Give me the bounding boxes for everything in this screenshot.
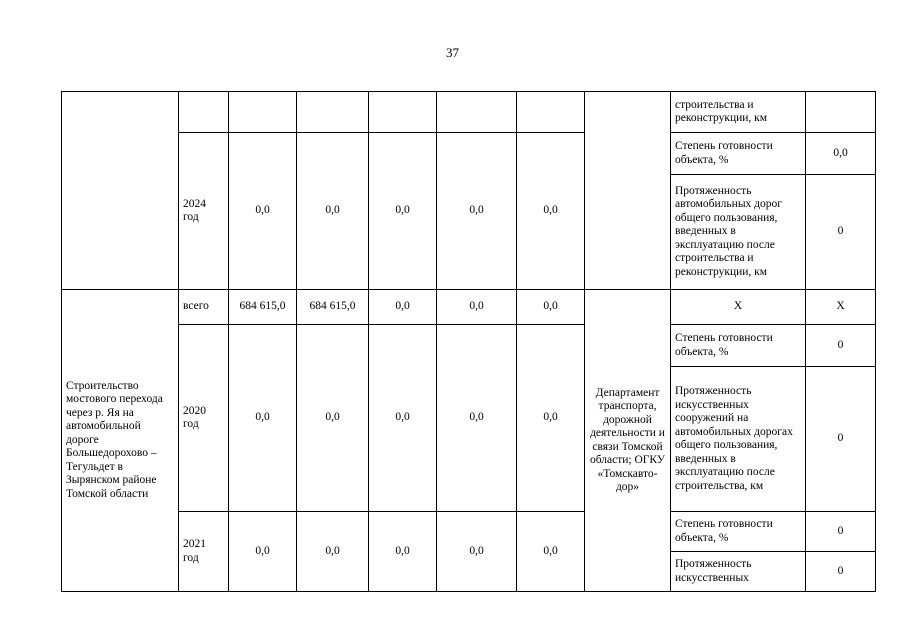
value-cell: 0,0 bbox=[229, 325, 297, 512]
value-cell: 0,0 bbox=[229, 133, 297, 290]
value-cell: 0,0 bbox=[517, 133, 585, 290]
value-cell: 0,0 bbox=[369, 290, 437, 325]
value-cell: 0,0 bbox=[437, 325, 517, 512]
value-cell: 0,0 bbox=[369, 133, 437, 290]
value-cell: 0,0 bbox=[297, 133, 369, 290]
empty-cell bbox=[806, 92, 876, 133]
empty-cell bbox=[369, 92, 437, 133]
empty-cell bbox=[179, 92, 229, 133]
value-cell: 0,0 bbox=[517, 290, 585, 325]
value-cell: 684 615,0 bbox=[297, 290, 369, 325]
value-cell: 0,0 bbox=[437, 133, 517, 290]
empty-dept-cell bbox=[585, 92, 671, 290]
value-cell: 0,0 bbox=[369, 512, 437, 592]
indicator-value-cell: 0 bbox=[806, 175, 876, 290]
indicator-cell: Протяженность искусственных сооружений на автомобильных дорогах общего пользования, введенных в эксплуатацию после строительства, км bbox=[671, 367, 806, 512]
table-row bbox=[62, 290, 876, 325]
indicator-cell: строительства и реконструкции, км bbox=[671, 92, 806, 133]
total-label-cell: всего bbox=[179, 290, 229, 325]
year-cell: 2020 год bbox=[179, 325, 229, 512]
object-name-cell: Строительство мостового перехода через р. Яя на автомобильной дороге Большедорохово – Тегульдет в Зырянском районе Томской области bbox=[62, 290, 179, 592]
value-cell: 0,0 bbox=[517, 512, 585, 592]
indicator-value-cell: 0 bbox=[806, 512, 876, 552]
value-cell: 0,0 bbox=[437, 290, 517, 325]
year-cell: 2021 год bbox=[179, 512, 229, 592]
indicator-cell: Х bbox=[671, 290, 806, 325]
indicator-value-cell: 0 bbox=[806, 552, 876, 592]
indicator-value-cell: 0 bbox=[806, 367, 876, 512]
value-cell: 0,0 bbox=[297, 325, 369, 512]
indicator-cell: Протяженность искусственных bbox=[671, 552, 806, 592]
indicator-cell: Протяженность автомобильных дорог общего пользования, введенных в эксплуатацию после строительства и реконструкции, км bbox=[671, 175, 806, 290]
indicator-value-cell: 0,0 bbox=[806, 133, 876, 175]
empty-cell bbox=[517, 92, 585, 133]
indicator-cell: Степень готовности объекта, % bbox=[671, 133, 806, 175]
table-row bbox=[62, 133, 876, 175]
value-cell: 684 615,0 bbox=[229, 290, 297, 325]
department-cell: Департамент транспорта, дорожной деятельности и связи Томской области; ОГКУ «Томскавто-дор» bbox=[585, 290, 671, 592]
indicator-value-cell: Х bbox=[806, 290, 876, 325]
program-table bbox=[61, 91, 876, 592]
table-row bbox=[62, 325, 876, 367]
table-row bbox=[62, 92, 876, 133]
table-row bbox=[62, 512, 876, 552]
empty-cell bbox=[229, 92, 297, 133]
value-cell: 0,0 bbox=[437, 512, 517, 592]
indicator-value-cell: 0 bbox=[806, 325, 876, 367]
empty-name-cell bbox=[62, 92, 179, 290]
year-cell: 2024 год bbox=[179, 133, 229, 290]
empty-cell bbox=[437, 92, 517, 133]
page-number: 37 bbox=[446, 45, 459, 60]
indicator-cell: Степень готовности объекта, % bbox=[671, 512, 806, 552]
empty-cell bbox=[297, 92, 369, 133]
value-cell: 0,0 bbox=[229, 512, 297, 592]
value-cell: 0,0 bbox=[297, 512, 369, 592]
value-cell: 0,0 bbox=[369, 325, 437, 512]
indicator-cell: Степень готовности объекта, % bbox=[671, 325, 806, 367]
value-cell: 0,0 bbox=[517, 325, 585, 512]
